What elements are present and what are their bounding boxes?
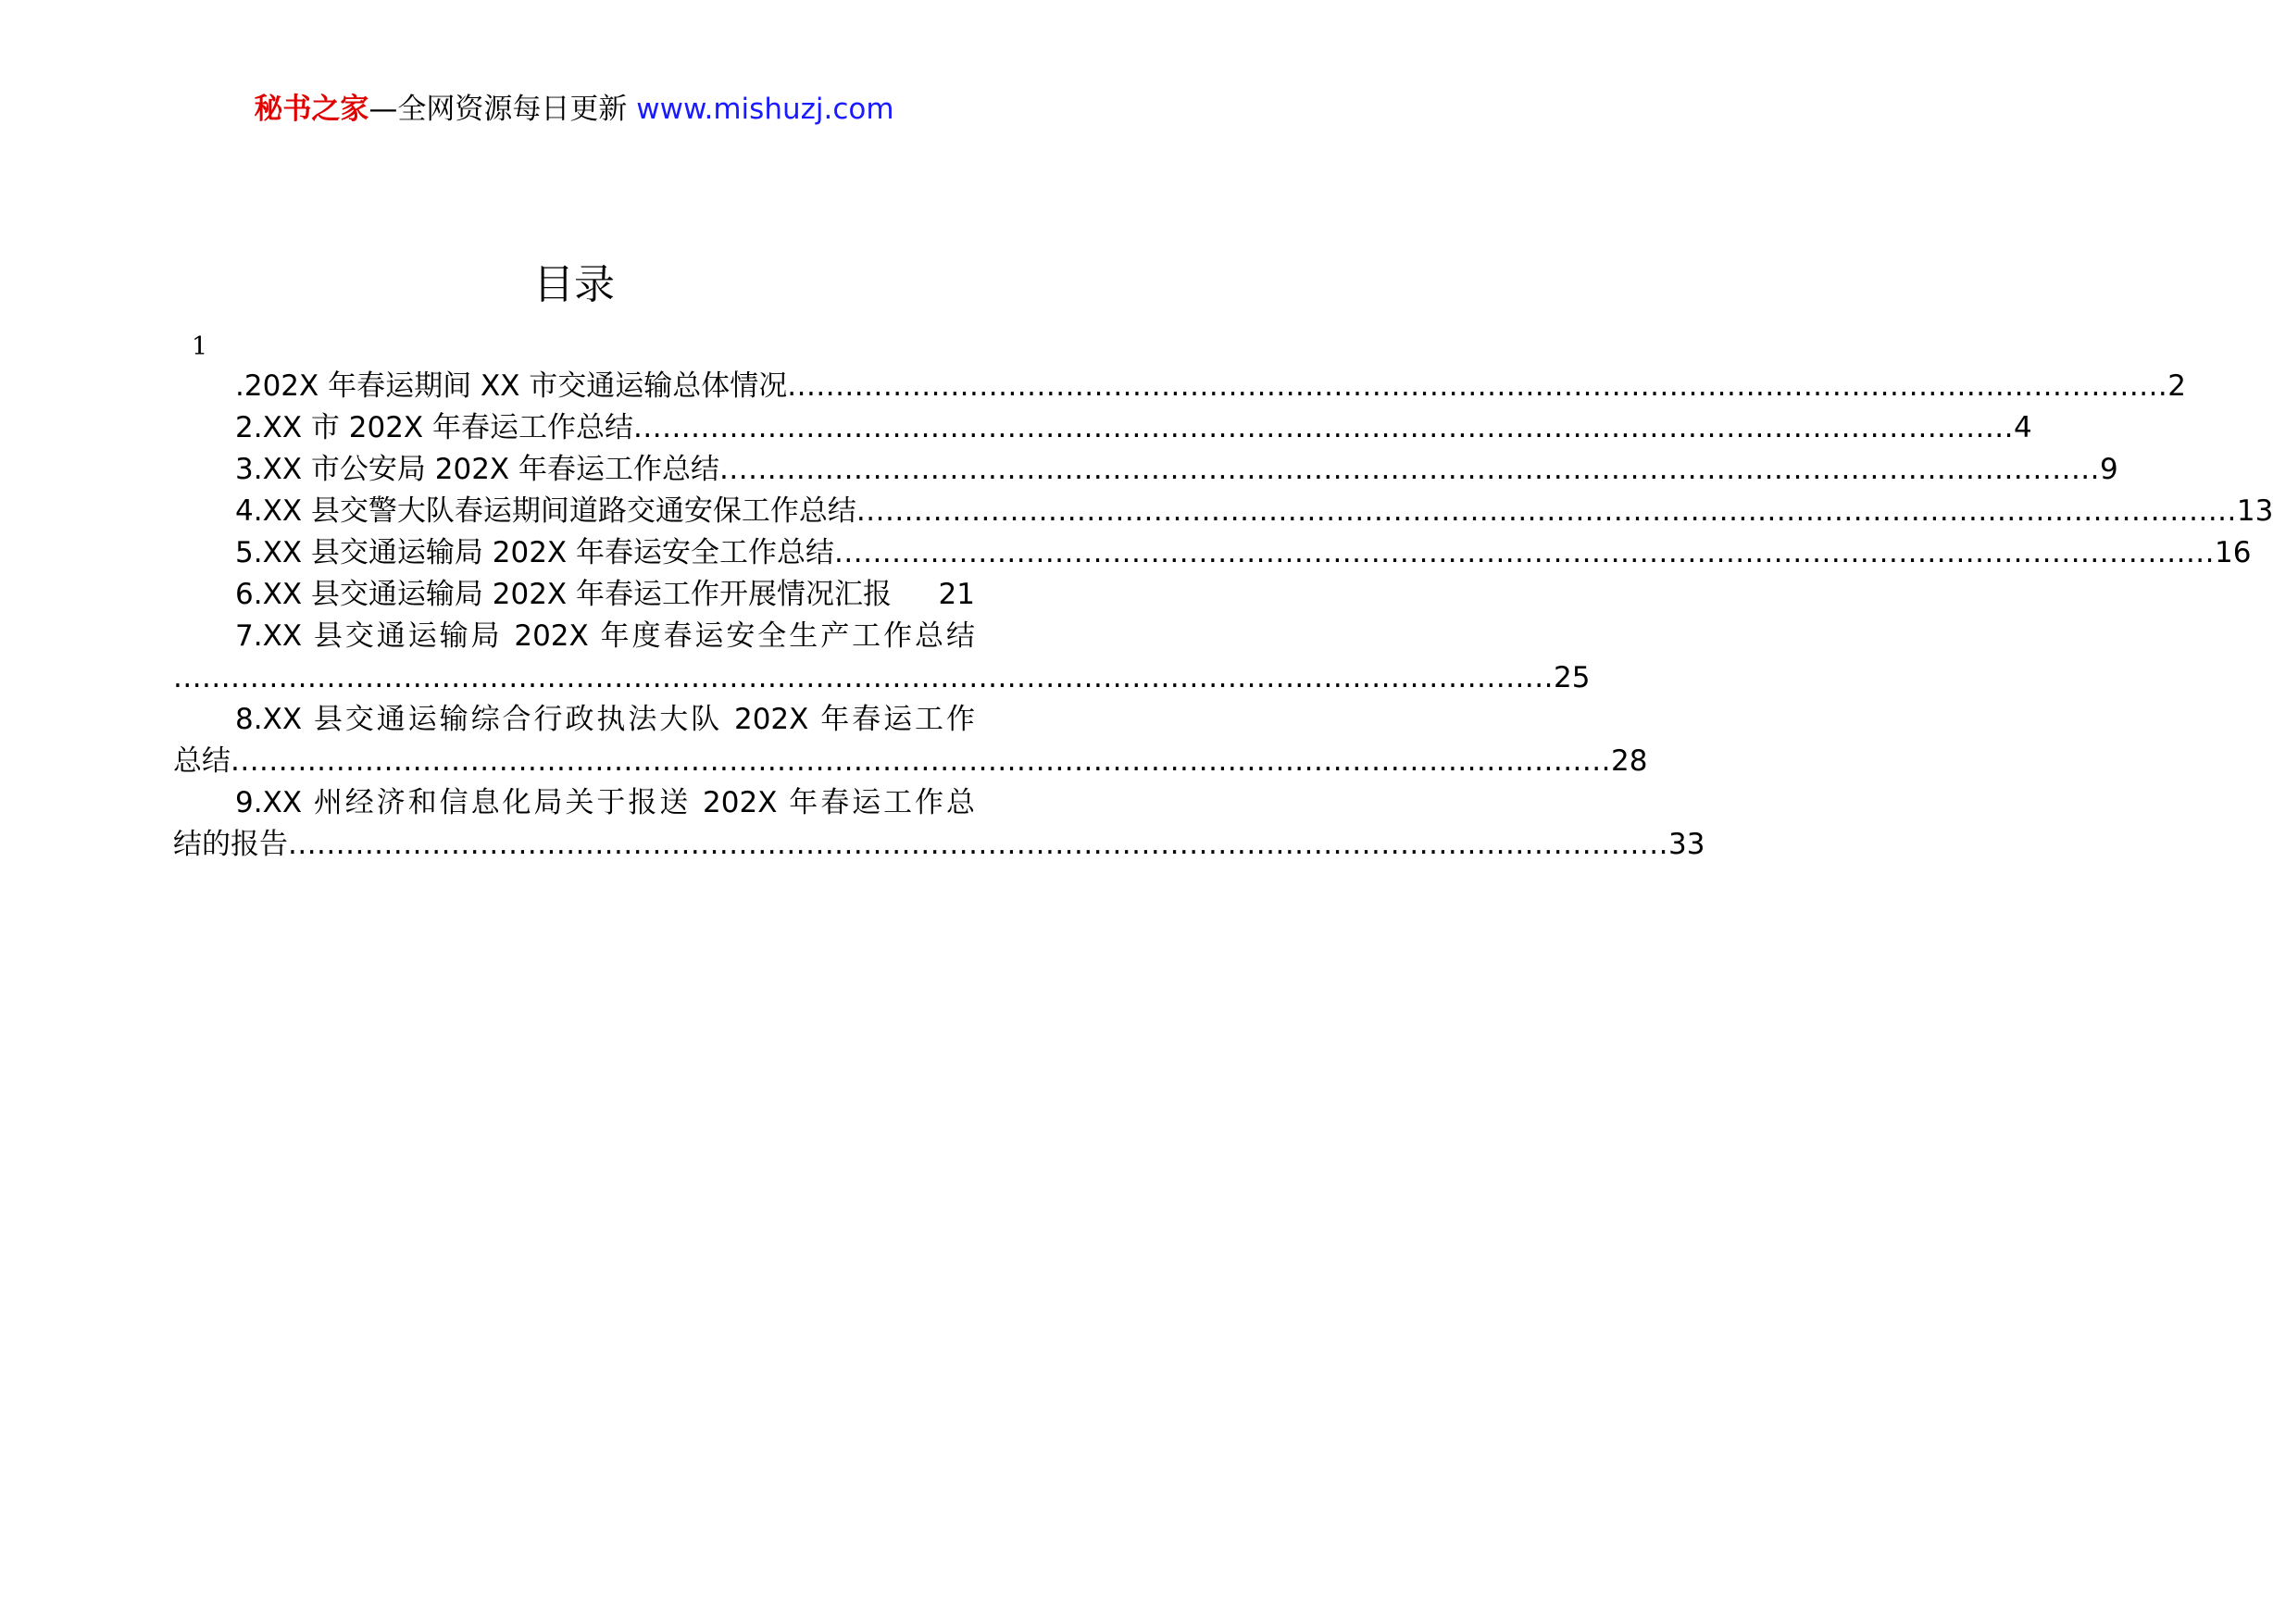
toc-entry-page: 2 [2167,369,2187,403]
toc-entry-label: 6.XX 县交通运输局 202X 年春运工作开展情况汇报 [235,578,893,611]
toc-entry-page: 9 [2100,453,2118,486]
toc-leader-dots [892,574,939,616]
toc-entry-label: 2.XX 市 202X 年春运工作总结 [235,411,634,444]
toc-entry-8[interactable] [173,699,1648,782]
toc-entry-page: 21 [938,578,975,611]
toc-entry-page: 28 [1610,744,1648,778]
toc-entry-7[interactable] [173,616,1591,699]
toc-entry-label: 5.XX 县交通运输局 202X 年春运安全工作总结 [235,536,835,569]
toc-leader-dots: ................................................................................................................................................ [787,369,2168,403]
toc-entry-2[interactable] [173,407,2032,449]
site-url[interactable]: www.mishuzj.com [636,93,894,126]
toc-entry-label: 9.XX 州经济和信息化局关于报送 202X 年春运工作总 [235,786,975,819]
brand-name: 秘书之家 [254,93,369,126]
toc-entry-page: 25 [1553,661,1591,694]
toc-leader-dots: ................................................................................................................................................ [633,411,2015,444]
toc-entry-page: 4 [2014,411,2032,444]
toc-entry-second-line [173,741,1648,782]
toc-leader-dots: ................................................................................................................................................ [231,744,1611,778]
table-of-contents [173,366,2273,866]
lead-number: 1 [192,332,208,361]
toc-entry-second-line [173,824,1705,866]
toc-leader-dots: ................................................................................................................................................ [288,828,1668,861]
toc-entry-4[interactable] [173,491,2273,532]
banner-tagline: —全网资源每日更新 [368,93,628,126]
page-title: 目录 [533,261,615,308]
toc-leader-dots: ................................................................................................................................................ [855,494,2237,528]
toc-entry-label-continued: 总结 [173,744,231,778]
toc-entry-label: .202X 年春运期间 XX 市交通运输总体情况 [235,369,788,403]
toc-leader-dots: ................................................................................................................................................ [834,536,2216,569]
toc-entry-label: 7.XX 县交通运输局 202X 年度春运安全生产工作总结 [235,619,975,653]
toc-entry-3[interactable] [173,449,2118,491]
toc-entry-second-line [173,657,1591,699]
toc-entry-page: 33 [1667,828,1705,861]
toc-entry-6[interactable] [173,574,975,616]
site-banner [0,91,1148,128]
toc-entry-label-continued: 结的报告 [173,828,288,861]
toc-leader-dots: ................................................................................................................................................ [719,453,2101,486]
toc-entry-label: 3.XX 市公安局 202X 年春运工作总结 [235,453,720,486]
toc-leader-dots: ................................................................................................................................................ [173,661,1554,694]
toc-entry-1[interactable] [173,366,2187,407]
toc-entry-label: 4.XX 县交警大队春运期间道路交通安保工作总结 [235,494,856,528]
toc-entry-5[interactable] [173,532,2252,574]
toc-entry-page: 13 [2236,494,2273,528]
toc-entry-label: 8.XX 县交通运输综合行政执法大队 202X 年春运工作 [235,703,975,736]
toc-entry-page: 16 [2215,536,2252,569]
toc-entry-9[interactable] [173,782,1705,866]
